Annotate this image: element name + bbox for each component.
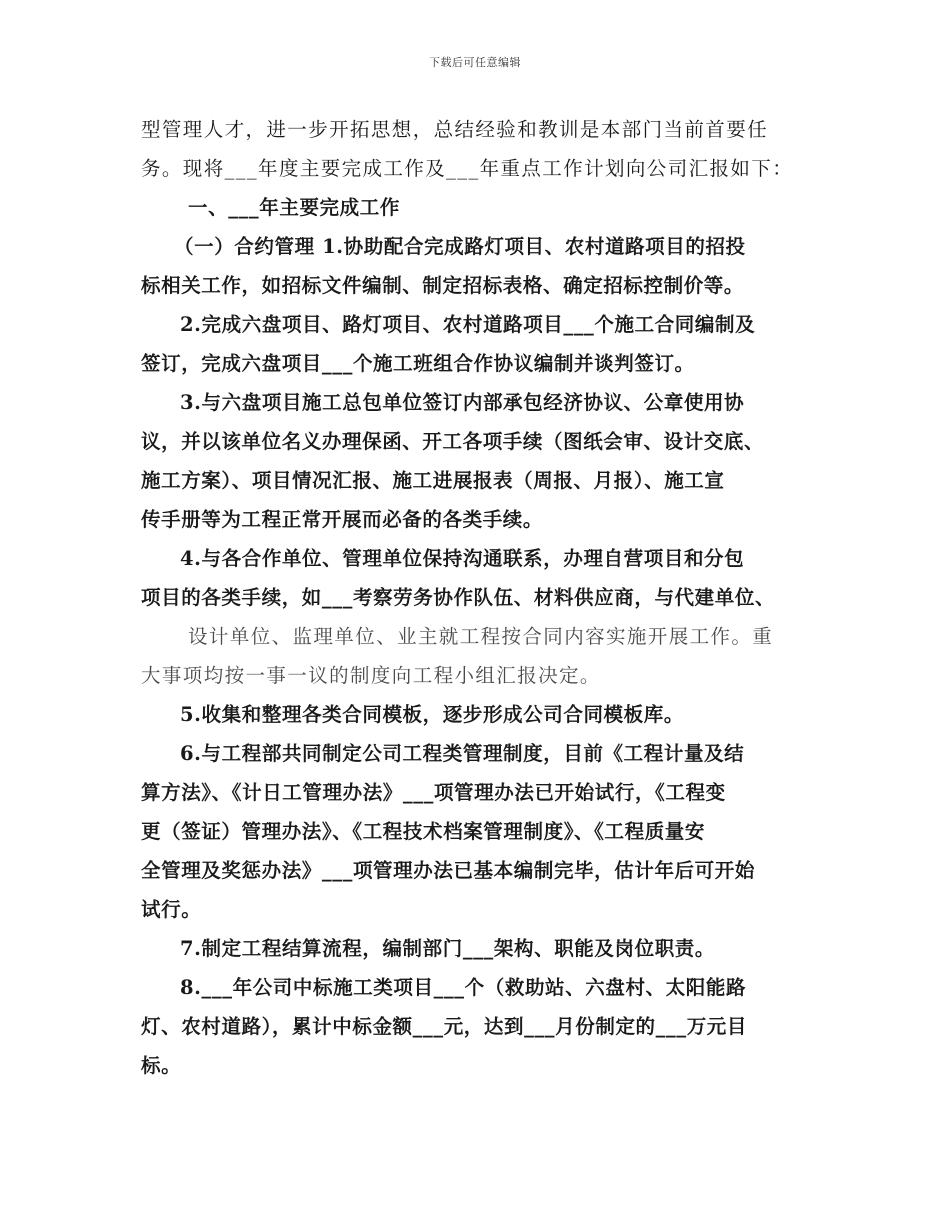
paragraph-line: 8.___年公司中标施工类项目___个（救助站、六盘村、太阳能路 (180, 976, 747, 999)
paragraph-line: 算方法》、《计日工管理办法》___项管理办法已开始试行，《工程变 (141, 781, 726, 804)
paragraph-line: 全管理及奖惩办法》___项管理办法已基本编制完毕，估计年后可开始 (141, 859, 755, 882)
paragraph-line: 签订，完成六盘项目___个施工班组合作协议编制并谈判签订。 (141, 352, 695, 375)
paragraph-line: （一）合约管理 1.协助配合完成路灯项目、农村道路项目的招投 (174, 235, 746, 258)
paragraph-line: 议，并以该单位名义办理保函、开工各项手续（图纸会审、设计交底、 (141, 430, 765, 453)
paragraph-line: 项目的各类手续，如___考察劳务协作队伍、材料供应商，与代建单位、 (141, 586, 776, 609)
paragraph-line: 设计单位、监理单位、业主就工程按合同内容实施开展工作。重 (188, 625, 774, 648)
paragraph-line: 3.与六盘项目施工总包单位签订内部承包经济协议、公章使用协 (180, 391, 745, 414)
paragraph-line: 4.与各合作单位、管理单位保持沟通联系，办理自营项目和分包 (180, 547, 745, 570)
paragraph-line: 更（签证）管理办法》、《工程技术档案管理制度》、《工程质量安 (141, 820, 706, 843)
section-heading: 一、___年主要完成工作 (188, 196, 400, 219)
paragraph-line: 型管理人才，进一步开拓思想，总结经验和教训是本部门当前首要任 (141, 118, 769, 141)
paragraph-line: 施工方案）、项目情况汇报、施工进展报表（周报、月报）、施工宣 (141, 469, 725, 492)
paragraph-line: 灯、农村道路），累计中标金额___元，达到___月份制定的___万元目 (141, 1015, 748, 1038)
paragraph-line: 标。 (141, 1054, 182, 1077)
paragraph-line: 试行。 (141, 898, 202, 921)
document-body (141, 110, 821, 1085)
paragraph-line: 5.收集和整理各类合同模板，逐步形成公司合同模板库。 (180, 703, 684, 726)
paragraph-line: 2.完成六盘项目、路灯项目、农村道路项目___个施工合同编制及 (180, 313, 756, 336)
paragraph-line: 大事项均按一事一议的制度向工程小组汇报决定。 (141, 664, 601, 687)
paragraph-line: 标相关工作，如招标文件编制、制定招标表格、确定招标控制价等。 (141, 274, 745, 297)
paragraph-line: 6.与工程部共同制定公司工程类管理制度，目前《工程计量及结 (180, 742, 745, 765)
paragraph-line: 务。现将___年度主要完成工作及___年重点工作计划向公司汇报如下： (141, 157, 794, 180)
page-header: 下载后可任意编辑 (429, 56, 521, 69)
paragraph-line: 传手册等为工程正常开展而必备的各类手续。 (141, 508, 544, 531)
paragraph-line: 7.制定工程结算流程，编制部门___架构、职能及岗位职责。 (180, 937, 716, 960)
